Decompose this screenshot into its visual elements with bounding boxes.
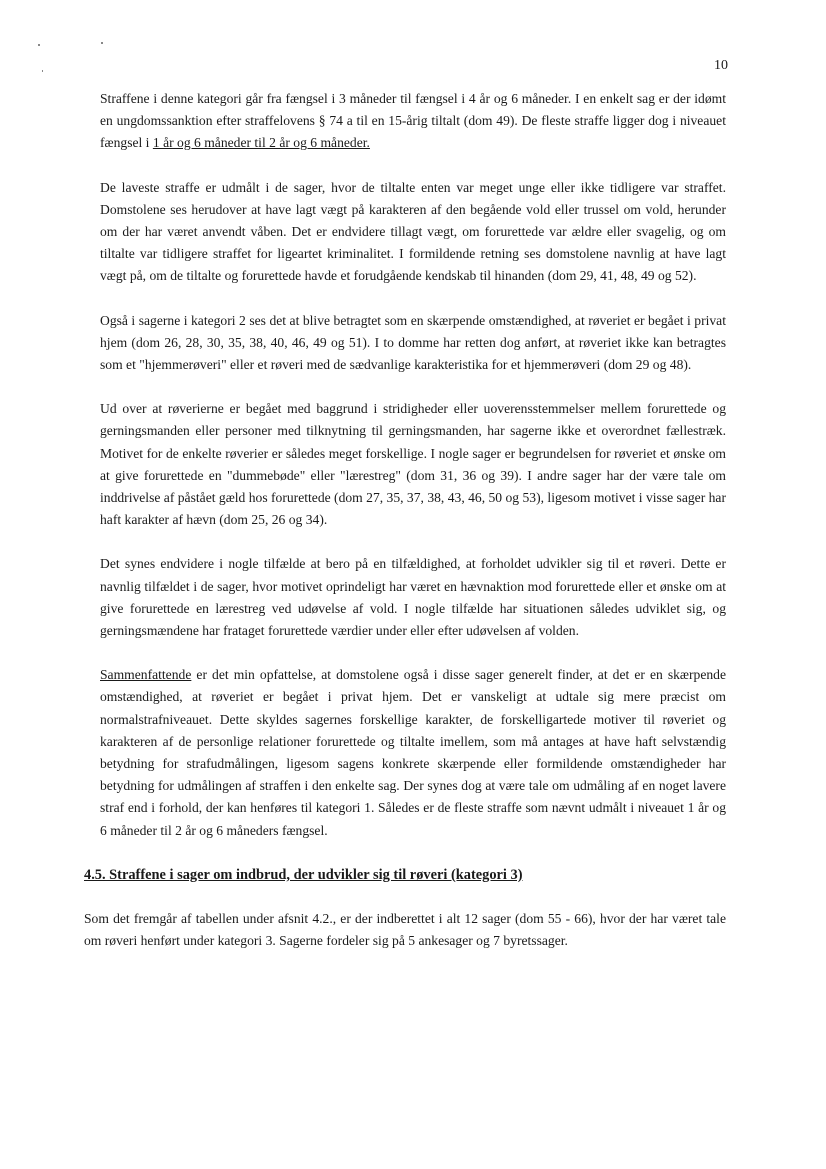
document-body — [84, 88, 726, 975]
paragraph-private-home: Også i sagerne i kategori 2 ses det at blive betragtet som en skærpende omstændighed, at røveriet er begået i privat hjem (dom 26, 28, 30, 35, 38, 40, 46, 49 og 51). I to domme har retten dog anført, at røveriet ikke kan betragtes som et "hjemmerøveri" eller et røveri med de sædvanlige karakteristika for et hjemmerøveri (dom 29 og 48). — [100, 312, 726, 373]
scan-speck — [42, 70, 43, 72]
paragraph-coincidence: Det synes endvidere i nogle tilfælde at bero på en tilfældighed, at forholdet udvikler sig til et røveri. Dette er navnlig tilfældet i de sager, hvor motivet oprindeligt har været en hævnaktion mod forurettede eller et ønske om at give forurettede en lærestreg ved udøvelse af vold. I nogle tilfælde har situationen således udviklet sig, og gerningsmændene har frataget forurettede værdier under eller efter udøvelsen af volden. — [100, 556, 726, 639]
paragraph-lowest-sentences: De laveste straffe er udmålt i de sager, hvor de tiltalte enten var meget unge eller ikke tidligere var straffet. Domstolene ses herudover at have lagt vægt på karakteren af den begående vold eller trussel om vold, herunder om der har været anvendt våben. Det er endvidere tillagt vægt, om forurettede var ældre eller svagelig, og om tiltalte var tidligere straffet for ligeartet kriminalitet. I formildende retning ses domstolene navnlig at have lagt vægt på, om de tiltalte og forurettede havde et forudgående kendskab til hinanden (dom 29, 41, 48, 49 og 52). — [100, 179, 726, 284]
paragraph-summary — [100, 664, 726, 842]
section-heading: 4.5. Straffene i sager om indbrud, der udvikler sig til røveri (kategori 3) — [84, 866, 523, 883]
section-paragraph: Som det fremgår af tabellen under afsnit 4.2., er der indberettet i alt 12 sager (dom 55 - 66), hvor der har været tale om røveri henført under kategori 3. Sagerne fordeler sig på 5 ankesager og 7 byretssager. — [84, 911, 726, 949]
scan-speck — [101, 42, 103, 44]
underlined-text: 1 år og 6 måneder til 2 år og 6 måneder. — [152, 135, 370, 151]
page-number: 10 — [714, 58, 728, 73]
paragraph-text: Straffene i denne kategori går fra fængsel i 3 måneder til fængsel i 4 år og 6 måneder. I en enkelt sag er der idømt en ungdomssanktion efter straffelovens § 74 a til en 15-årig tiltalt (dom 49). De fleste straffe ligger dog i niveauet fængsel i — [100, 91, 726, 151]
paragraph-text: er det min opfattelse, at domstolene også i disse sager generelt finder, at det er en skærpende omstændighed, at røveriet er begået i privat hjem. Det er vanskeligt at udtale sig mere præcist om normalstrafniveauet. Dette skyldes sagernes forskellige karakter, de forskelligartede motiver til røveriet og karakteren af de personlige relationer forurettede og tiltalte imellem, som må antages at have haft selvstændig betydning for strafudmålingen, ligesom sagens konkrete skærpende eller formildende omstændigheder har betydning for udmålingen af straffen i den enkelte sag. Der synes dog at være tale om udmåling af en noget lavere straf end i forhold, der kan henføres til kategori 1. Således er de fleste straffe som nævnt udmålt i niveauet 1 år og 6 måneder til 2 år og 6 måneders fængsel. — [100, 667, 726, 838]
paragraph-motives: Ud over at røverierne er begået med baggrund i stridigheder eller uoverensstemmelser mellem forurettede og gerningsmanden eller personer med tilknytning til gerningsmanden, har sagerne ikke et overordnet fællestræk. Motivet for de enkelte røverier er således meget forskellige. I nogle sager er begrundelsen for røveriet et ønske om at give forurettede en "dummebøde" eller "lærestreg" (dom 31, 36 og 39). I andre sager har der være tale om inddrivelse af påstået gæld hos forurettede (dom 27, 35, 37, 38, 43, 46, 50 og 53), ligesom motivet i visse sager har haft karakter af hævn (dom 25, 26 og 34). — [100, 401, 726, 528]
paragraph-sentence-range — [100, 88, 726, 155]
scan-speck — [38, 44, 40, 46]
underlined-text: Sammenfattende — [100, 667, 192, 683]
